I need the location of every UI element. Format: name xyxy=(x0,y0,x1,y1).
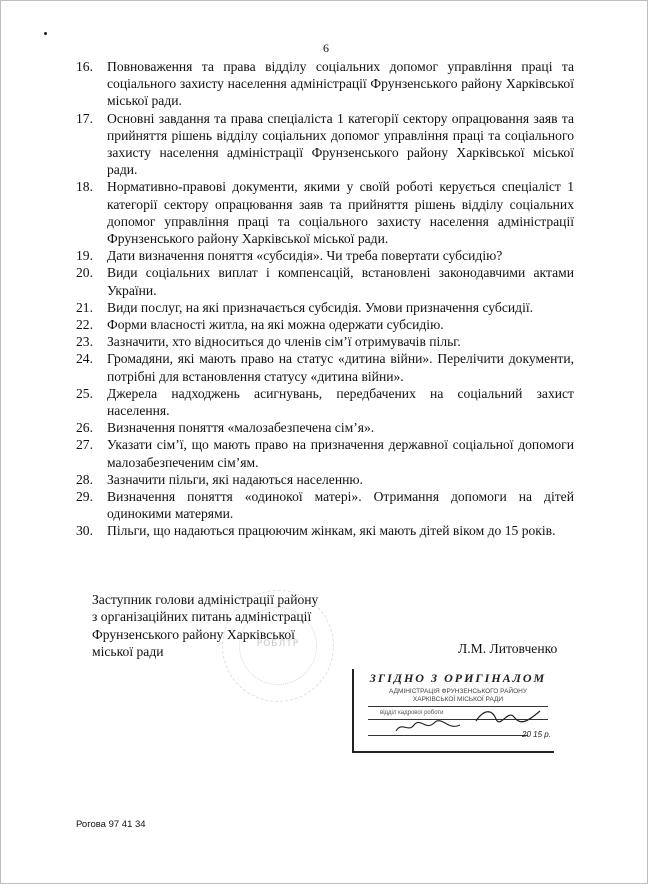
list-item xyxy=(76,522,574,539)
question-list xyxy=(76,58,574,540)
stamp-divider xyxy=(368,735,528,736)
stamp-dept: відділ кадрової роботи xyxy=(380,710,444,716)
item-text: Форми власності житла, на які можна одержати субсидію. xyxy=(107,317,444,333)
item-text: Види послуг, на які призначається субсидія. Умови призначення субсидії. xyxy=(107,299,534,315)
footer-phone: Рогова 97 41 34 xyxy=(76,819,146,830)
signature-title-line: Заступник голови адміністрації району xyxy=(92,592,319,607)
stamp-year: 20 15 р. xyxy=(522,730,551,739)
item-number: 22. xyxy=(76,317,93,333)
item-number: 27. xyxy=(76,437,93,453)
stamp-title: ЗГІДНО З ОРИГІНАЛОМ xyxy=(369,671,547,685)
list-item xyxy=(76,247,574,264)
item-number: 24. xyxy=(76,351,93,367)
seal-text: РОБЛТР xyxy=(256,639,300,649)
item-text: Громадяни, які мають право на статус «дитина війни». Перелічити документи, потрібні для встановлення статусу «дитина війни». xyxy=(107,351,574,384)
list-item xyxy=(76,471,574,488)
certification-stamp xyxy=(352,669,554,753)
list-item xyxy=(76,58,574,110)
scan-dot xyxy=(44,32,47,35)
item-text: Повноваження та права відділу соціальних допомог управління праці та соціального захисту населення адміністрації Фрунзенського району Харківської міської ради. xyxy=(107,59,574,109)
item-number: 25. xyxy=(76,385,93,401)
list-item xyxy=(76,316,574,333)
item-text: Основні завдання та права спеціаліста 1 категорії сектору опрацювання заяв та прийняття рішень відділу соціальних допомог управління праці та соціального захисту населення адміністрації Фрунзенського району Харківської міської ради. xyxy=(107,110,574,178)
item-number: 16. xyxy=(76,59,93,74)
list-item xyxy=(76,110,574,179)
item-number: 21. xyxy=(76,299,93,315)
item-number: 26. xyxy=(76,420,93,436)
item-number: 20. xyxy=(76,265,93,281)
signature-title-line: міської ради xyxy=(92,644,164,660)
list-item xyxy=(76,419,574,436)
item-text: Види соціальних виплат і компенсацій, встановлені законодавчими актами України. xyxy=(107,265,574,298)
signature-title-line: Фрунзенського району Харківської xyxy=(92,626,295,642)
list-item xyxy=(76,350,574,384)
item-text: Джерела надходжень асигнувань, передбачених на соціальний захист населення. xyxy=(107,385,574,419)
stamp-org-line: АДМІНІСТРАЦІЯ ФРУНЗЕНСЬКОГО РАЙОНУ xyxy=(389,688,527,695)
item-text: Указати сім’ї, що мають право на призначення державної соціальної допомоги малозабезпеченим сім’ям. xyxy=(107,437,574,470)
item-number: 19. xyxy=(76,248,93,264)
list-item xyxy=(76,264,574,298)
list-item xyxy=(76,488,574,522)
handwritten-signature-icon xyxy=(474,705,544,727)
item-text: Пільги, що надаються працюючим жінкам, які мають дітей віком до 15 років. xyxy=(107,523,556,539)
item-number: 17. xyxy=(76,110,93,126)
signature-title-line: з організаційних питань адміністрації xyxy=(92,609,312,625)
list-item xyxy=(76,436,574,470)
item-text: Зазначити, хто відноситься до членів сім’ї отримувачів пільг. xyxy=(107,334,461,350)
item-number: 28. xyxy=(76,471,93,487)
signatory-name: Л.М. Литовченко xyxy=(458,641,558,656)
item-text: Дати визначення поняття «субсидія». Чи треба повертати субсидію? xyxy=(107,248,503,264)
item-number: 23. xyxy=(76,334,93,350)
list-item xyxy=(76,385,574,419)
item-number: 30. xyxy=(76,523,93,539)
item-text: Зазначити пільги, які надаються населенню. xyxy=(107,471,363,487)
item-text: Визначення поняття «малозабезпечена сім’я». xyxy=(107,420,375,436)
page-number: 6 xyxy=(323,41,329,55)
signature-block xyxy=(92,591,318,661)
list-item xyxy=(76,333,574,350)
item-number: 18. xyxy=(76,179,93,195)
stamp-org-line: ХАРКІВСЬКОЇ МІСЬКОЇ РАДИ xyxy=(412,696,504,703)
handwritten-name-icon xyxy=(394,717,464,737)
item-text: Визначення поняття «одинокої матері». Отримання допомоги на дітей одинокими матерями. xyxy=(107,489,574,522)
list-item xyxy=(76,178,574,247)
item-number: 29. xyxy=(76,489,93,505)
list-item xyxy=(76,299,574,316)
item-text: Нормативно-правові документи, якими у своїй роботі керується спеціаліст 1 категорії сектору опрацювання заяв та прийняття рішень відділу соціальних допомог управління праці та соціального захисту населення адміністрації Фрунзенського району Харківської міської ради. xyxy=(107,179,574,247)
